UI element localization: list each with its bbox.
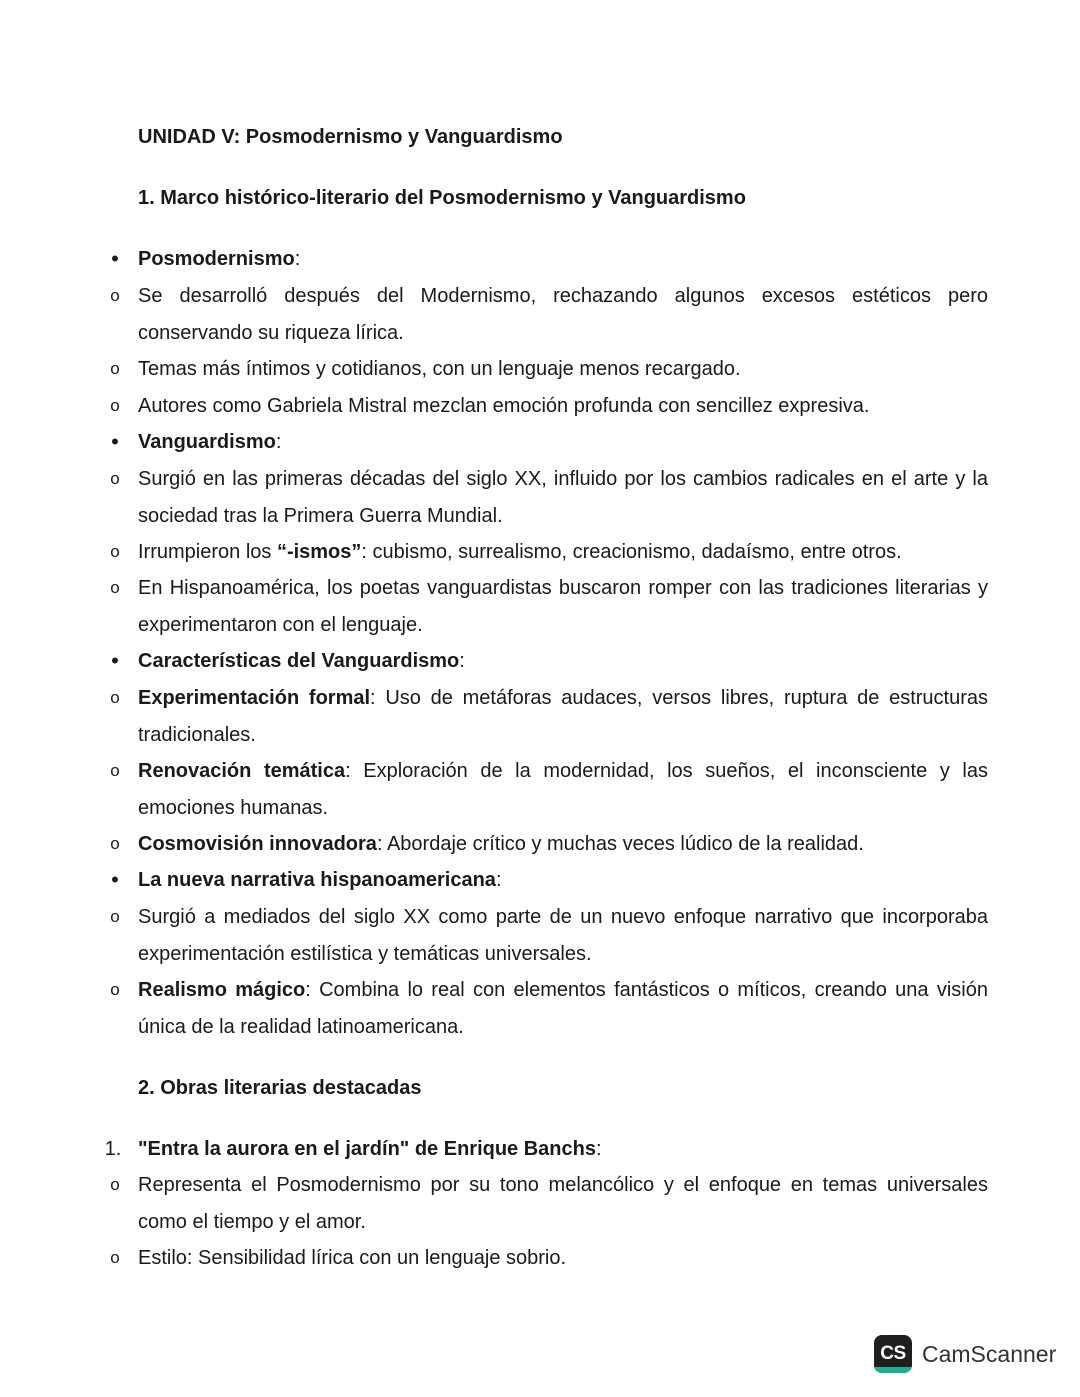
list-item-text: Vanguardismo: — [138, 431, 282, 453]
number-marker: 1. — [104, 1138, 122, 1160]
circle-marker: o — [110, 1175, 120, 1194]
list-item-text: Surgió en las primeras décadas del siglo XX, influido por los cambios radicales en el arte y la sociedad tras la Primera Guerra Mundial. — [138, 468, 988, 527]
list-item-text: Posmodernismo: — [138, 248, 301, 270]
list-item-text: Realismo mágico: Combina lo real con elementos fantásticos o míticos, creando una visión única de la realidad latinoamericana. — [138, 979, 988, 1038]
circle-marker: o — [110, 396, 120, 415]
circle-marker: o — [110, 907, 120, 926]
circle-marker: o — [110, 761, 120, 780]
circle-marker: o — [110, 1248, 120, 1267]
list-item-text: Experimentación formal: Uso de metáforas audaces, versos libres, ruptura de estructuras tradicionales. — [138, 687, 988, 746]
list-item-text: Renovación temática: Exploración de la modernidad, los sueños, el inconsciente y las emociones humanas. — [138, 760, 988, 819]
camscanner-logo-icon: CS — [874, 1335, 912, 1373]
list-item-text: La nueva narrativa hispanoamericana: — [138, 869, 502, 891]
list-item-text: Representa el Posmodernismo por su tono melancólico y el enfoque en temas universales como el tiempo y el amor. — [138, 1174, 988, 1233]
list-item-text: Estilo: Sensibilidad lírica con un lenguaje sobrio. — [138, 1247, 567, 1269]
list-item-text: Surgió a mediados del siglo XX como parte de un nuevo enfoque narrativo que incorporaba experimentación estilística y temáticas universales. — [138, 906, 988, 965]
list-item-text: Temas más íntimos y cotidianos, con un lenguaje menos recargado. — [138, 358, 741, 380]
bullet-marker: • — [111, 246, 119, 271]
bullet-marker: • — [111, 867, 119, 892]
bullet-marker: • — [111, 429, 119, 454]
circle-marker: o — [110, 578, 120, 597]
list-item-text: Irrumpieron los “-ismos”: cubismo, surrealismo, creacionismo, dadaísmo, entre otros. — [138, 541, 902, 563]
circle-marker: o — [110, 834, 120, 853]
circle-marker: o — [110, 286, 120, 305]
circle-marker: o — [110, 980, 120, 999]
circle-marker: o — [110, 688, 120, 707]
list-item-text: Se desarrolló después del Modernismo, rechazando algunos excesos estéticos pero conservando su riqueza lírica. — [138, 285, 988, 344]
circle-marker: o — [110, 359, 120, 378]
circle-marker: o — [110, 469, 120, 488]
list-item-text: "Entra la aurora en el jardín" de Enrique Banchs: — [138, 1138, 602, 1160]
list-item-text: En Hispanoamérica, los poetas vanguardistas buscaron romper con las tradiciones literarias y experimentaron con el lenguaje. — [138, 577, 988, 636]
list-item-text: Cosmovisión innovadora: Abordaje crítico y muchas veces lúdico de la realidad. — [138, 833, 864, 855]
section-heading-1: 1. Marco histórico-literario del Posmodernismo y Vanguardismo — [138, 187, 746, 209]
section-heading-2: 2. Obras literarias destacadas — [138, 1077, 422, 1099]
page-title: UNIDAD V: Posmodernismo y Vanguardismo — [138, 126, 563, 148]
list-item-text: Características del Vanguardismo: — [138, 650, 465, 672]
list-item-text: Autores como Gabriela Mistral mezclan emoción profunda con sencillez expresiva. — [138, 395, 870, 417]
camscanner-watermark — [874, 1334, 1056, 1374]
bullet-marker: • — [111, 648, 119, 673]
circle-marker: o — [110, 542, 120, 561]
camscanner-label: CamScanner — [922, 1340, 1057, 1367]
